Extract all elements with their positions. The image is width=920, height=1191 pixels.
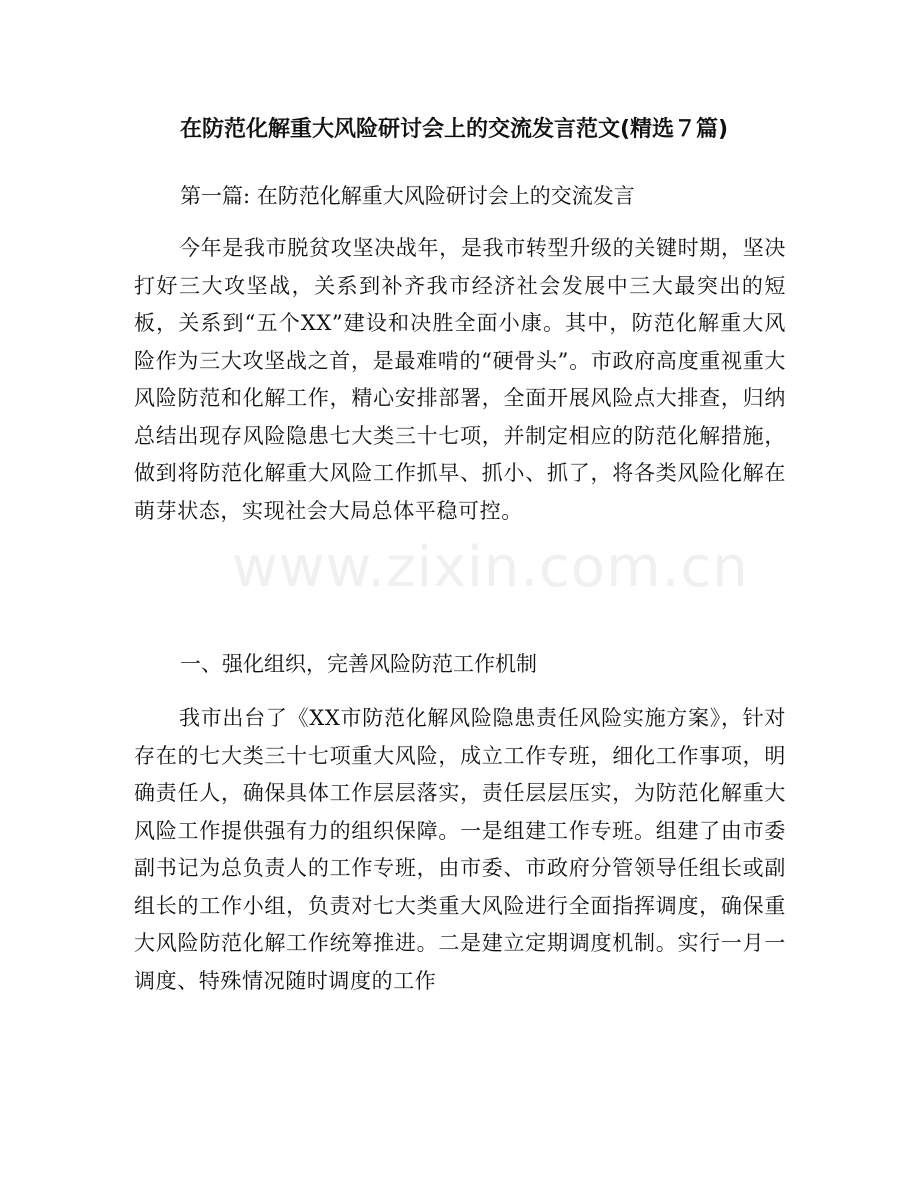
watermark: www.zixin.com.cn bbox=[232, 535, 749, 600]
body-paragraph-2: 我市出台了《XX市防范化解风险隐患责任风险实施方案》，针对存在的七大类三十七项重大风险，成立工作专班，细化工作事项，明确责任人，确保具体工作层层落实，责任层层压实，为防范化解重大风险工作提供强有力的组织保障。一是组建工作专班。组建了由市委副书记为总负责人的工作专班，由市委、市政府分管领导任组长或副组长的工作小组，负责对七大类重大风险进行全面指挥调度，确保重大风险防范化解工作统筹推进。二是建立定期调度机制。实行一月一调度、特殊情况随时调度的工作 bbox=[134, 706, 786, 993]
chapter-title: 第一篇: 在防范化解重大风险研讨会上的交流发言 bbox=[180, 184, 635, 208]
section-heading-1: 一、强化组织，完善风险防范工作机制 bbox=[180, 652, 537, 676]
body-paragraph-1: 今年是我市脱贫攻坚决战年，是我市转型升级的关键时期，坚决打好三大攻坚战，关系到补齐我市经济社会发展中三大最突出的短板，关系到“五个XX”建设和决胜全面小康。其中，防范化解重大风险作为三大攻坚战之首，是最难啃的“硬骨头”。市政府高度重视重大风险防范和化解工作，精心安排部署，全面开展风险点大排查，归纳总结出现存风险隐患七大类三十七项，并制定相应的防范化解措施，做到将防范化解重大风险工作抓早、抓小、抓了，将各类风险化解在萌芽状态，实现社会大局总体平稳可控。 bbox=[134, 236, 786, 523]
document-title: 在防范化解重大风险研讨会上的交流发言范文(精选７篇) bbox=[180, 117, 729, 142]
